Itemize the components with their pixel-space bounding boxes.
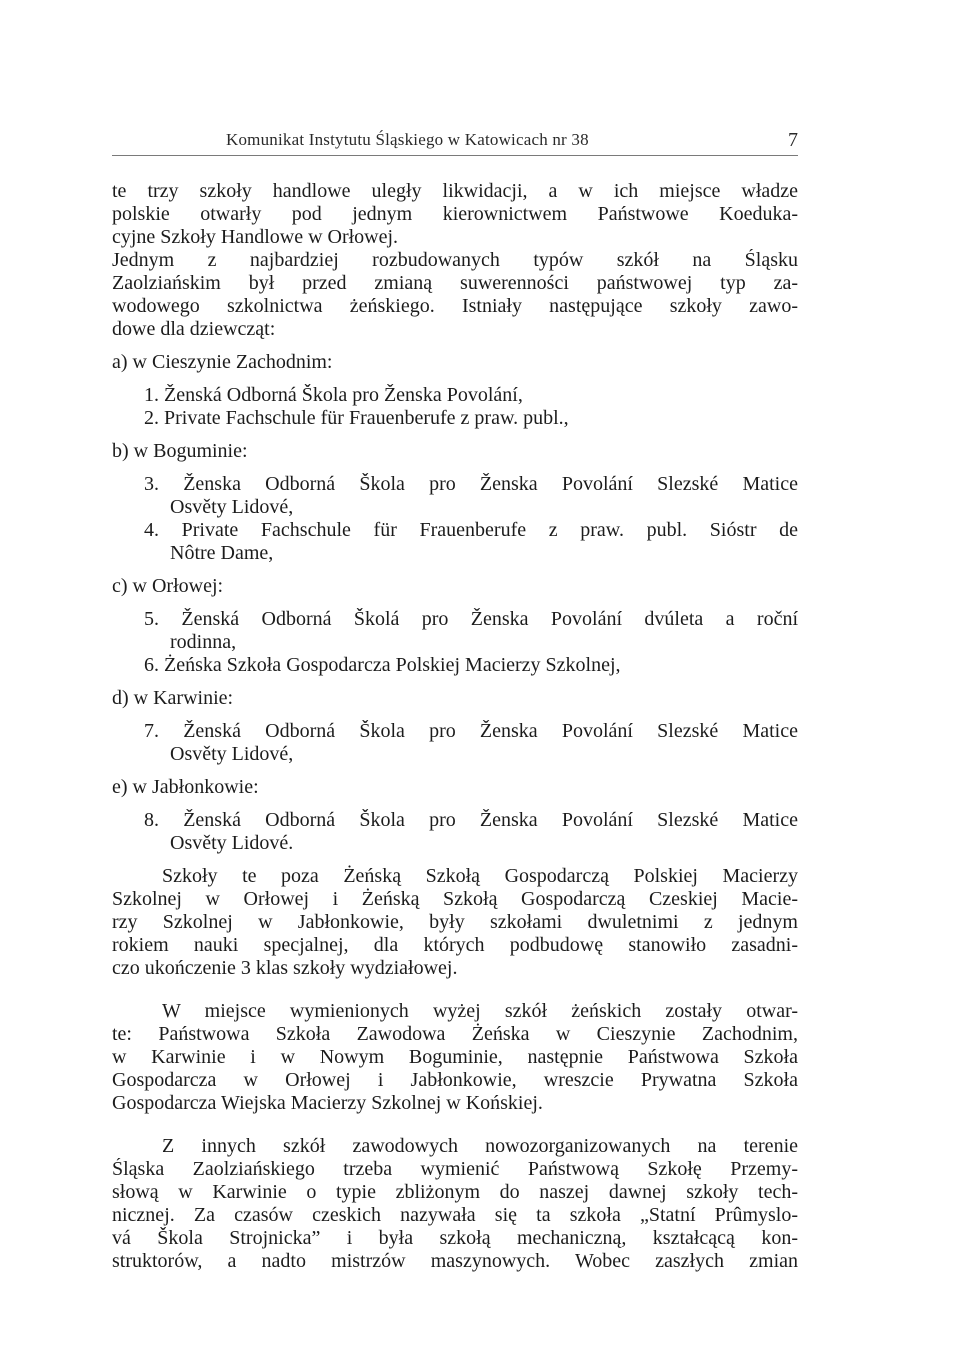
text-line: cyjne Szkoły Handlowe w Orłowej. [112, 226, 399, 248]
list-item-continuation: Nôtre Dame, [170, 542, 274, 564]
text-line: rzy Szkolnej w Jabłonkowie, były szkołami dwuletnimi z jednym [112, 911, 798, 933]
text-line: Szkolnej w Orłowej i Żeńską Szkołą Gospodarczą Czeskiej Macie- [112, 888, 798, 910]
text-line: Śląska Zaolziańskiego trzeba wymienić Państwową Szkołę Przemy- [112, 1158, 798, 1180]
section-heading: b) w Boguminie: [112, 440, 248, 462]
header-rule [112, 155, 798, 156]
text-line: w Karwinie i w Nowym Boguminie, następnie Państwowa Szkoła [112, 1046, 798, 1068]
text-line: nicznej. Za czasów czeskich nazywała się ta szkoła „Statní Prûmyslo- [112, 1204, 798, 1226]
page-number: 7 [788, 129, 798, 151]
section-heading: c) w Orłowej: [112, 575, 224, 597]
section-heading: a) w Cieszynie Zachodnim: [112, 351, 333, 373]
text-line: Szkoły te poza Żeńską Szkołą Gospodarczą Polskiej Macierzy [162, 865, 798, 887]
paragraph [112, 1000, 798, 1135]
list-item: 3. Ženska Odborná Škola pro Ženska Povolání Slezské Matice [144, 473, 798, 495]
text-line: wodowego szkolnictwa żeńskiego. Istniały następujące szkoły zawo- [112, 295, 798, 317]
list-item: 8. Ženská Odborná Škola pro Ženska Povolání Slezské Matice [144, 809, 798, 831]
text-line: czo ukończenie 3 klas szkoły wydziałowej. [112, 957, 458, 979]
text-line: vá Škola Strojnicka” i była szkołą mechaniczną, kształcącą kon- [112, 1227, 798, 1249]
body-text [112, 180, 798, 1273]
list-item: 6. Żeńska Szkoła Gospodarcza Polskiej Macierzy Szkolnej, [144, 654, 621, 676]
text-line: Z innych szkół zawodowych nowozorganizowanych na terenie [162, 1135, 798, 1157]
list-item: 7. Ženská Odborná Škola pro Ženska Povolání Slezské Matice [144, 720, 798, 742]
text-line: struktorów, a nadto mistrzów maszynowych. Wobec zaszłych zmian [112, 1250, 798, 1272]
school-list [112, 351, 798, 865]
list-item-continuation: Osvěty Lidové, [170, 496, 294, 518]
text-line: słową w Karwinie o typie zbliżonym do naszej dawnej szkoły tech- [112, 1181, 798, 1203]
paragraph [112, 865, 798, 1000]
list-item-continuation: Osvěty Lidové. [170, 832, 294, 854]
running-title: Komunikat Instytutu Śląskiego w Katowicach nr 38 [226, 130, 589, 149]
text-line: te: Państwowa Szkoła Zawodowa Żeńska w Cieszynie Zachodnim, [112, 1023, 798, 1045]
paragraph [112, 180, 798, 249]
text-line: Gospodarcza w Orłowej i Jabłonkowie, wreszcie Prywatna Szkoła [112, 1069, 798, 1091]
text-line: Gospodarcza Wiejska Macierzy Szkolnej w Końskiej. [112, 1092, 543, 1114]
list-item-continuation: rodinna, [170, 631, 237, 653]
section-heading: e) w Jabłonkowie: [112, 776, 259, 798]
section-heading: d) w Karwinie: [112, 687, 234, 709]
list-item: 1. Ženská Odborná Škola pro Ženska Povolání, [144, 384, 523, 406]
list-item: 5. Ženská Odborná Školá pro Ženska Povolání dvúleta a roční [144, 608, 798, 630]
running-header [112, 129, 798, 159]
text-line: rokiem nauki specjalnej, dla których podbudowę stanowiło zasadni- [112, 934, 798, 956]
text-line: polskie otwarły pod jednym kierownictwem Państwowe Koeduka- [112, 203, 798, 225]
list-item-continuation: Osvěty Lidové, [170, 743, 294, 765]
text-line: Jednym z najbardziej rozbudowanych typów szkół na Śląsku [112, 249, 798, 271]
text-line: Zaolziańskim był przed zmianą suwerenności państwowej typ za- [112, 272, 798, 294]
text-line: dowe dla dziewcząt: [112, 318, 276, 340]
paragraph [112, 249, 798, 351]
text-line: W miejsce wymienionych wyżej szkół żeńskich zostały otwar- [162, 1000, 798, 1022]
paragraph [112, 1135, 798, 1273]
list-item: 4. Private Fachschule für Frauenberufe z praw. publ. Sióstr de [144, 519, 798, 541]
list-item: 2. Private Fachschule für Frauenberufe z praw. publ., [144, 407, 569, 429]
text-line: te trzy szkoły handlowe uległy likwidacji, a w ich miejsce władze [112, 180, 798, 202]
